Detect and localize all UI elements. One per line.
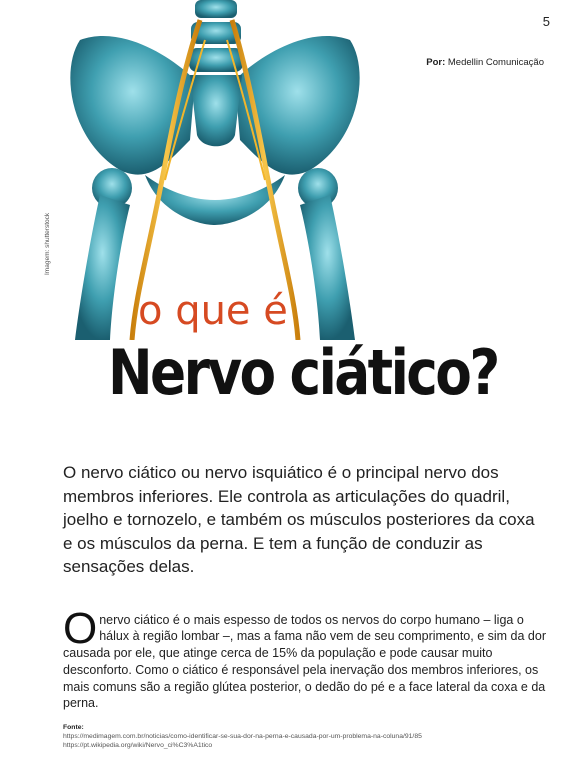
sources [63, 723, 543, 750]
headline-kicker: o que é [138, 288, 288, 334]
source-link-2[interactable]: https://pt.wikipedia.org/wiki/Nervo_ci%C3%A1tico [63, 742, 213, 749]
dropcap: O [63, 603, 98, 653]
body-text: nervo ciático é o mais espesso de todos os nervos do corpo humano – liga o hálux à região lombar –, mas a fama não vem de seu comprimento, e sim da dor causada por ele, que atinge cerca de 15% da população e pode causar muito desconforto. Como o ciático é responsável pela inervação dos membros inferiores, os mais comuns são a região glútea posterior, o dedão do pé e a face lateral da coxa e da perna. [63, 612, 546, 711]
lead-paragraph: O nervo ciático ou nervo isquiático é o principal nervo dos membros inferiores. Ele controla as articulações do quadril, joelho e tornozelo, e também os músculos posteriores da coxa e os músculos da perna. E tem a função de conduzir as sensações delas. [63, 463, 535, 576]
source-link-1[interactable]: https://medimagem.com.br/noticias/como-identificar-se-sua-dor-na-perna-e-causada-por-um-problema-na-coluna/91/85 [63, 733, 422, 740]
byline-author: Medellin Comunicação [447, 57, 544, 68]
headline-title: Nervo ciático? [108, 336, 498, 409]
page-number: 5 [542, 14, 550, 29]
body-paragraph [63, 603, 549, 713]
photo-credit: Imagem: shutterstock [44, 212, 51, 275]
byline [426, 57, 544, 68]
byline-label: Por: [426, 57, 446, 68]
sources-label: Fonte: [63, 724, 84, 731]
